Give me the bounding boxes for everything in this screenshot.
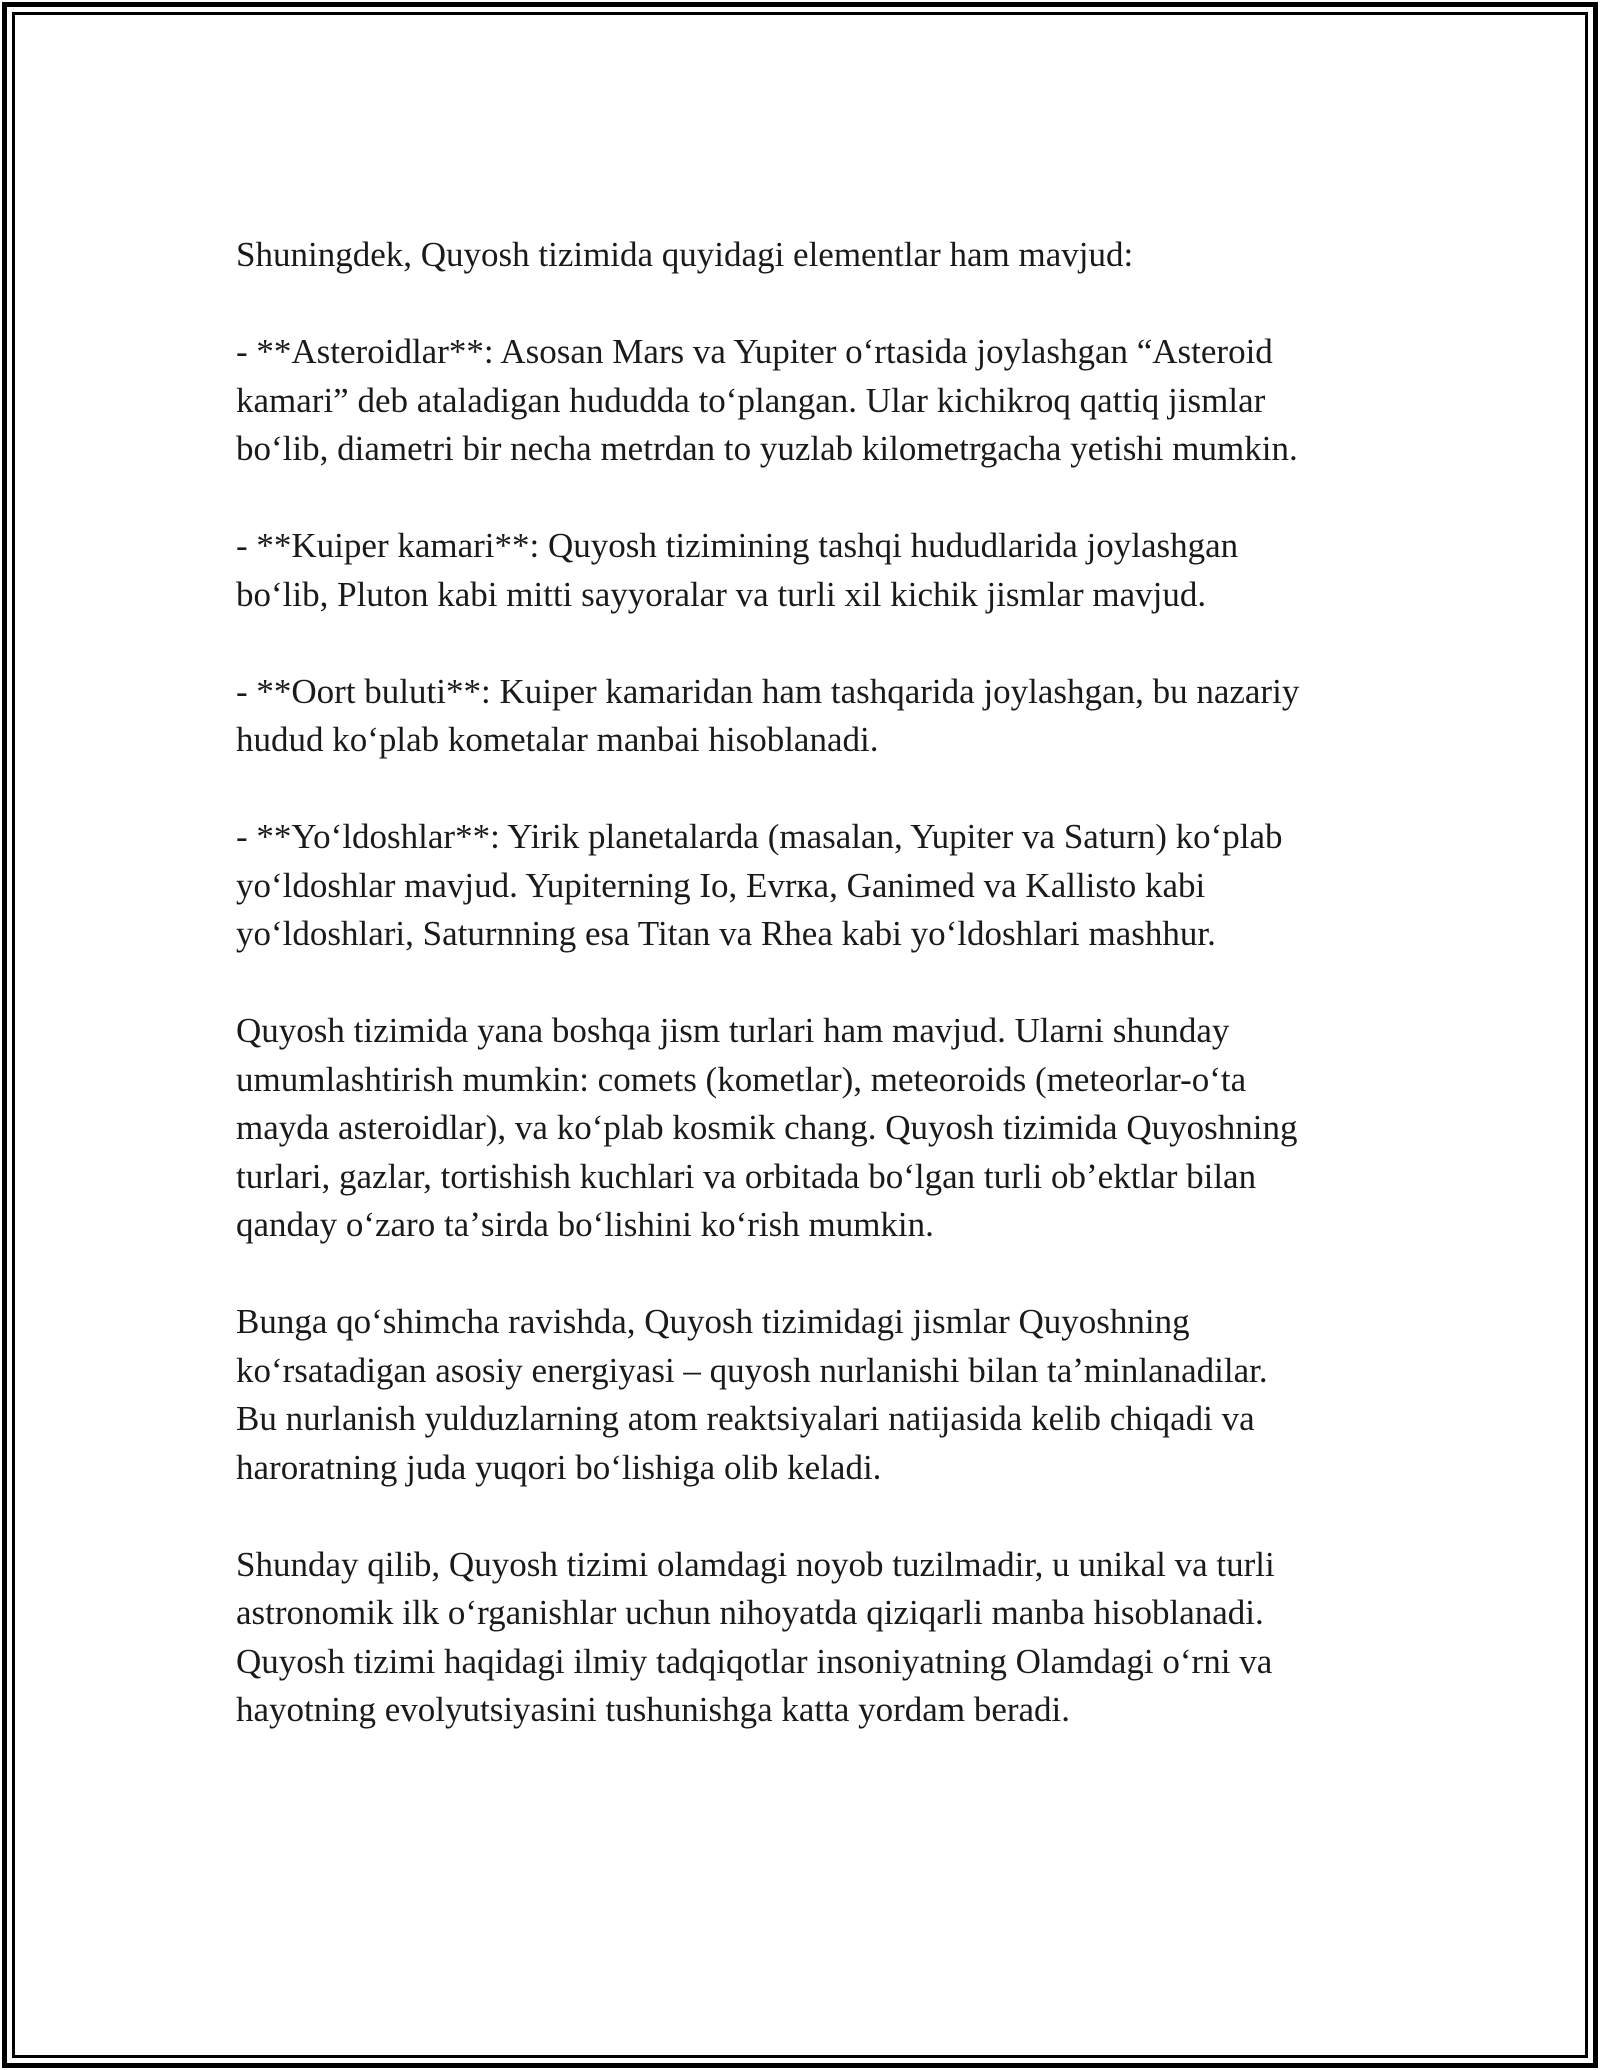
document-body bbox=[236, 231, 1366, 1735]
paragraph-intro: Shuningdek, Quyosh tizimida quyidagi elementlar ham mavjud: bbox=[236, 235, 1134, 274]
paragraph-moons: - **Yoʻldoshlar**: Yirik planetalarda (masalan, Yupiter va Saturn) koʻplab yoʻldoshlar mavjud. Yupiterning Io, Evrкa, Ganimed va Kallisto kabi yoʻldoshlari, Saturnning esa Titan va Rhea kabi yoʻldoshlari mashhur. bbox=[236, 817, 1283, 953]
paragraph-other-bodies: Quyosh tizimida yana boshqa jism turlari ham mavjud. Ularni shunday umumlashtirish mumkin: comets (kometlar), meteoroids (meteorlar-oʻta mayda asteroidlar), va koʻplab kosmik chang. Quyosh tizimida Quyoshning turlari, gazlar, tortishish kuchlari va orbitada boʻlgan turli obʼektlar bilan qanday oʻzaro taʼsirda boʻlishini koʻrish mumkin. bbox=[236, 1011, 1298, 1244]
paragraph-kuiper-belt: - **Kuiper kamari**: Quyosh tizimining tashqi hududlarida joylashgan boʻlib, Pluton kabi mitti sayyoralar va turli xil kichik jismlar mavjud. bbox=[236, 526, 1239, 614]
paragraph-conclusion: Shunday qilib, Quyosh tizimi olamdagi noyob tuzilmadir, u unikal va turli astronomik ilk oʻrganishlar uchun nihoyatda qiziqarli manba hisoblanadi. Quyosh tizimi haqidagi ilmiy tadqiqotlar insoniyatning Olamdagi oʻrni va hayotning evolyutsiyasini tushunishga katta yordam beradi. bbox=[236, 1544, 1275, 1729]
paragraph-solar-energy: Bunga qoʻshimcha ravishda, Quyosh tizimidagi jismlar Quyoshning koʻrsatadigan asosiy energiyasi – quyosh nurlanishi bilan taʼminlanadilar. Bu nurlanish yulduzlarning atom reaktsiyalari natijasida kelib chiqadi va haroratning juda yuqori boʻlishiga olib keladi. bbox=[236, 1302, 1268, 1487]
paragraph-asteroids: - **Asteroidlar**: Asosan Mars va Yupiter oʻrtasida joylashgan “Asteroid kamari” deb ataladigan hududda toʻplangan. Ular kichikroq qattiq jismlar boʻlib, diametri bir necha metrdan to yuzlab kilometrgacha yetishi mumkin. bbox=[236, 332, 1298, 468]
paragraph-oort-cloud: - **Oort buluti**: Kuiper kamaridan ham tashqarida joylashgan, bu nazariy hudud koʻplab kometalar manbai hisoblanadi. bbox=[236, 671, 1300, 759]
